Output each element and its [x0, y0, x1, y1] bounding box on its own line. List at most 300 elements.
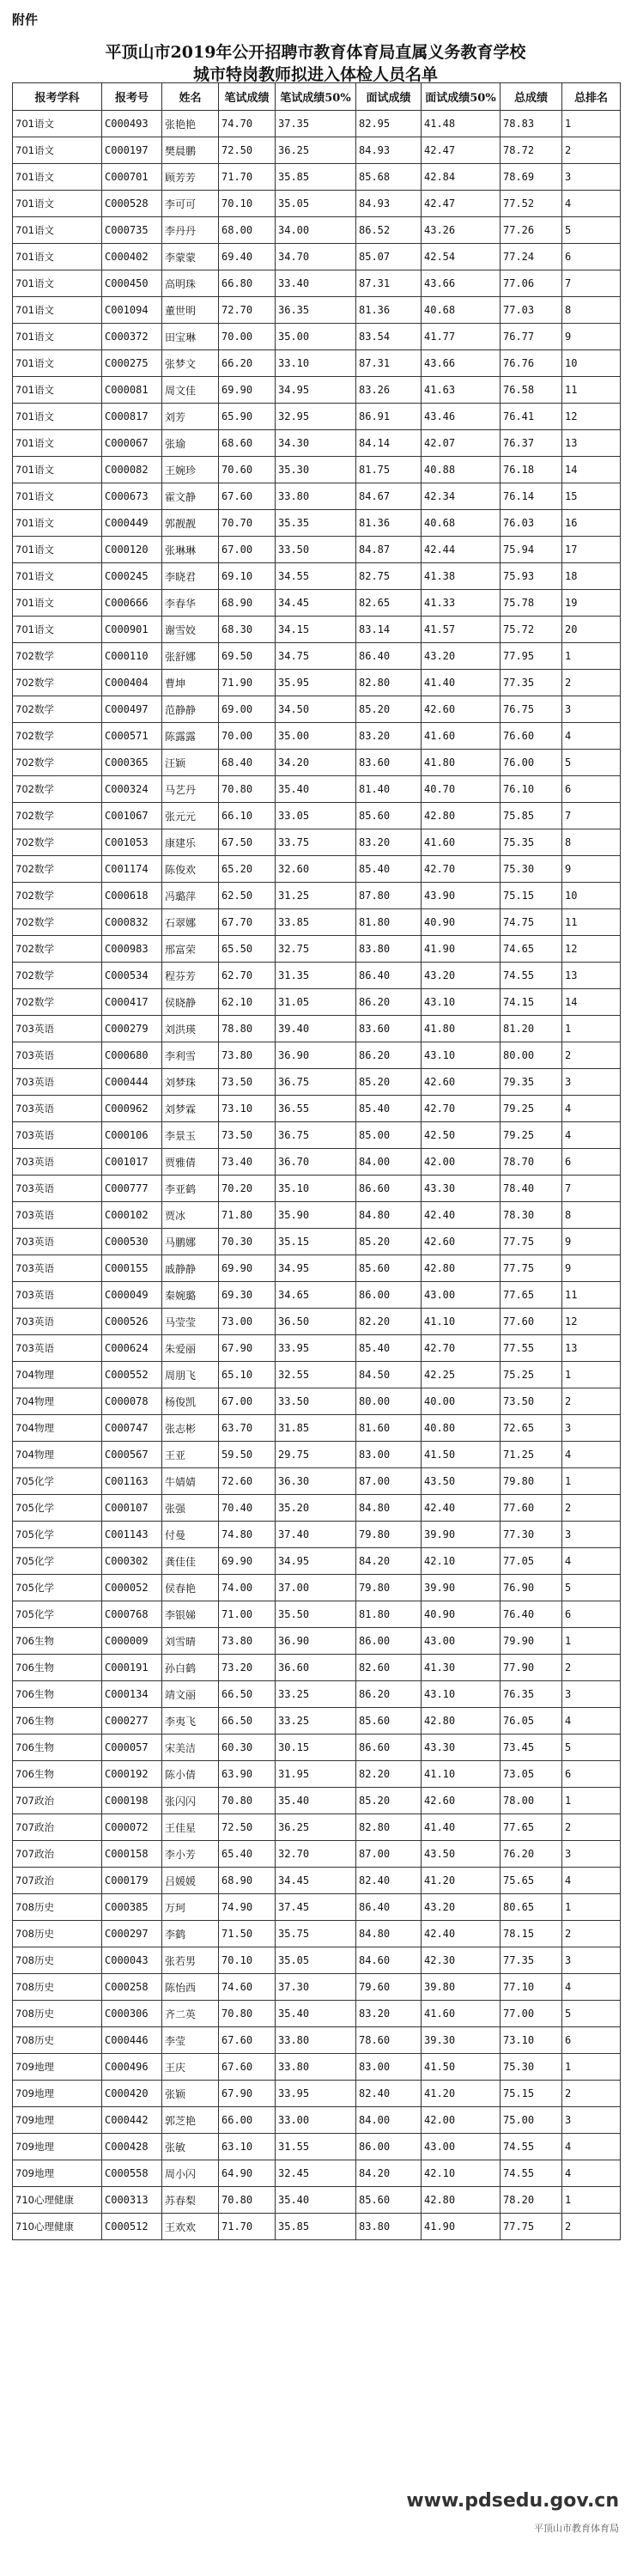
table-row	[13, 1468, 621, 1495]
cell-subject: 702数学	[13, 856, 102, 883]
table-row	[13, 244, 621, 270]
table-row	[13, 909, 621, 936]
cell-written-50: 33.50	[276, 537, 356, 563]
cell-subject: 702数学	[13, 750, 102, 776]
cell-interview-50: 40.80	[422, 1415, 501, 1442]
cell-written-50: 36.55	[276, 1096, 356, 1122]
cell-written-50: 35.30	[276, 457, 356, 483]
cell-written-score: 73.80	[219, 1628, 276, 1655]
cell-interview-score: 84.14	[356, 430, 422, 457]
cell-interview-50: 42.40	[422, 1202, 501, 1229]
cell-subject: 706生物	[13, 1708, 102, 1735]
cell-interview-50: 43.50	[422, 1468, 501, 1495]
cell-interview-score: 85.60	[356, 2187, 422, 2214]
cell-name: 周朋飞	[162, 1362, 219, 1388]
cell-total-score: 76.37	[501, 430, 562, 457]
table-row	[13, 643, 621, 670]
cell-interview-50: 42.10	[422, 1548, 501, 1575]
cell-total-score: 79.80	[501, 1468, 562, 1495]
cell-subject: 701语文	[13, 111, 102, 137]
cell-subject: 701语文	[13, 377, 102, 404]
cell-exam-number: C000497	[102, 696, 162, 723]
cell-subject: 706生物	[13, 1735, 102, 1761]
cell-total-score: 76.41	[501, 404, 562, 430]
cell-name: 郭靓靓	[162, 510, 219, 537]
cell-subject: 701语文	[13, 137, 102, 164]
table-row	[13, 1495, 621, 1522]
cell-written-50: 31.35	[276, 963, 356, 989]
table-row	[13, 963, 621, 989]
cell-subject: 706生物	[13, 1681, 102, 1708]
cell-written-50: 35.40	[276, 2187, 356, 2214]
cell-written-score: 70.00	[219, 723, 276, 750]
cell-exam-number: C001017	[102, 1149, 162, 1176]
cell-exam-number: C000747	[102, 1415, 162, 1442]
cell-written-score: 67.90	[219, 1335, 276, 1362]
cell-interview-50: 42.47	[422, 137, 501, 164]
cell-subject: 702数学	[13, 803, 102, 829]
cell-exam-number: C000110	[102, 643, 162, 670]
cell-total-score: 75.93	[501, 563, 562, 590]
cell-interview-score: 82.40	[356, 2081, 422, 2107]
cell-written-score: 73.50	[219, 1069, 276, 1096]
cell-name: 石翠娜	[162, 909, 219, 936]
table-row	[13, 803, 621, 829]
cell-written-50: 36.90	[276, 1042, 356, 1069]
cell-rank: 10	[562, 350, 621, 377]
cell-interview-score: 83.60	[356, 1016, 422, 1042]
cell-exam-number: C000673	[102, 483, 162, 510]
cell-written-50: 35.15	[276, 1229, 356, 1255]
cell-written-50: 30.15	[276, 1735, 356, 1761]
cell-rank: 15	[562, 483, 621, 510]
cell-written-score: 67.50	[219, 829, 276, 856]
cell-written-50: 29.75	[276, 1442, 356, 1468]
cell-written-score: 71.70	[219, 164, 276, 191]
cell-written-50: 31.95	[276, 1761, 356, 1788]
cell-written-50: 34.30	[276, 430, 356, 457]
cell-subject: 707政治	[13, 1788, 102, 1814]
cell-interview-score: 86.20	[356, 1042, 422, 1069]
cell-written-score: 70.70	[219, 510, 276, 537]
cell-total-score: 77.55	[501, 1335, 562, 1362]
cell-total-score: 77.60	[501, 1495, 562, 1522]
cell-rank: 4	[562, 1708, 621, 1735]
cell-written-score: 62.10	[219, 989, 276, 1016]
cell-exam-number: C000277	[102, 1708, 162, 1735]
cell-subject: 701语文	[13, 590, 102, 617]
cell-interview-score: 83.14	[356, 617, 422, 643]
cell-interview-score: 84.93	[356, 191, 422, 217]
cell-interview-score: 85.40	[356, 1096, 422, 1122]
cell-subject: 702数学	[13, 829, 102, 856]
cell-total-score: 76.14	[501, 483, 562, 510]
cell-subject: 704物理	[13, 1362, 102, 1388]
cell-rank: 5	[562, 2001, 621, 2027]
header-exam-number: 报考号	[102, 83, 162, 111]
cell-written-50: 33.10	[276, 350, 356, 377]
cell-subject: 709地理	[13, 2134, 102, 2160]
cell-written-score: 65.10	[219, 1362, 276, 1388]
table-row	[13, 1761, 621, 1788]
cell-exam-number: C000067	[102, 430, 162, 457]
cell-interview-score: 85.40	[356, 1335, 422, 1362]
cell-total-score: 74.15	[501, 989, 562, 1016]
cell-exam-number: C000680	[102, 1042, 162, 1069]
cell-rank: 3	[562, 164, 621, 191]
cell-subject: 708历史	[13, 1894, 102, 1921]
cell-subject: 709地理	[13, 2054, 102, 2081]
table-row	[13, 1894, 621, 1921]
cell-interview-50: 41.50	[422, 1442, 501, 1468]
cell-interview-score: 83.00	[356, 1442, 422, 1468]
cell-exam-number: C000191	[102, 1655, 162, 1681]
cell-rank: 12	[562, 404, 621, 430]
cell-rank: 2	[562, 137, 621, 164]
table-row	[13, 1655, 621, 1681]
cell-subject: 707政治	[13, 1868, 102, 1894]
cell-exam-number: C000450	[102, 270, 162, 297]
cell-subject: 702数学	[13, 696, 102, 723]
cell-interview-score: 86.20	[356, 989, 422, 1016]
table-row	[13, 1921, 621, 1947]
cell-exam-number: C001053	[102, 829, 162, 856]
cell-exam-number: C000735	[102, 217, 162, 244]
cell-written-50: 31.55	[276, 2134, 356, 2160]
table-row	[13, 723, 621, 750]
cell-written-50: 31.05	[276, 989, 356, 1016]
cell-interview-score: 85.60	[356, 803, 422, 829]
cell-exam-number: C000158	[102, 1841, 162, 1868]
cell-interview-50: 42.34	[422, 483, 501, 510]
cell-total-score: 77.95	[501, 643, 562, 670]
cell-interview-50: 40.88	[422, 457, 501, 483]
table-row	[13, 670, 621, 696]
cell-name: 李晓君	[162, 563, 219, 590]
cell-total-score: 73.05	[501, 1761, 562, 1788]
cell-rank: 6	[562, 2027, 621, 2054]
cell-name: 万珂	[162, 1894, 219, 1921]
cell-exam-number: C000534	[102, 963, 162, 989]
cell-exam-number: C000558	[102, 2160, 162, 2187]
cell-interview-score: 83.80	[356, 936, 422, 963]
cell-rank: 16	[562, 510, 621, 537]
cell-total-score: 77.65	[501, 1282, 562, 1309]
cell-written-50: 35.75	[276, 1921, 356, 1947]
cell-rank: 20	[562, 617, 621, 643]
cell-written-50: 32.70	[276, 1841, 356, 1868]
cell-interview-score: 82.20	[356, 1761, 422, 1788]
cell-rank: 1	[562, 1468, 621, 1495]
cell-rank: 5	[562, 1575, 621, 1601]
cell-written-50: 33.40	[276, 270, 356, 297]
cell-name: 李小芳	[162, 1841, 219, 1868]
cell-written-50: 32.55	[276, 1362, 356, 1388]
cell-written-score: 71.50	[219, 1921, 276, 1947]
cell-total-score: 77.26	[501, 217, 562, 244]
cell-total-score: 72.65	[501, 1415, 562, 1442]
table-row	[13, 1176, 621, 1202]
cell-written-score: 66.10	[219, 803, 276, 829]
cell-written-score: 70.60	[219, 457, 276, 483]
cell-total-score: 76.05	[501, 1708, 562, 1735]
cell-name: 李丹丹	[162, 217, 219, 244]
table-row	[13, 1202, 621, 1229]
cell-written-50: 37.30	[276, 1974, 356, 2001]
cell-name: 刘梦霖	[162, 1096, 219, 1122]
cell-interview-50: 41.50	[422, 2054, 501, 2081]
cell-total-score: 79.35	[501, 1069, 562, 1096]
cell-name: 李亚鹤	[162, 1176, 219, 1202]
cell-subject: 702数学	[13, 643, 102, 670]
cell-written-50: 33.50	[276, 1388, 356, 1415]
table-row	[13, 617, 621, 643]
cell-rank: 9	[562, 1229, 621, 1255]
cell-exam-number: C001163	[102, 1468, 162, 1495]
cell-name: 陈露露	[162, 723, 219, 750]
cell-written-score: 71.80	[219, 1202, 276, 1229]
cell-interview-50: 41.77	[422, 324, 501, 350]
cell-interview-50: 42.80	[422, 2187, 501, 2214]
cell-name: 李春华	[162, 590, 219, 617]
cell-written-score: 70.10	[219, 1947, 276, 1974]
cell-written-50: 36.30	[276, 1468, 356, 1495]
cell-written-score: 73.20	[219, 1655, 276, 1681]
cell-total-score: 77.10	[501, 1974, 562, 2001]
cell-written-50: 37.35	[276, 111, 356, 137]
cell-name: 刘芳	[162, 404, 219, 430]
cell-written-50: 34.45	[276, 590, 356, 617]
cell-written-score: 70.20	[219, 1176, 276, 1202]
cell-written-score: 69.90	[219, 1255, 276, 1282]
cell-total-score: 77.35	[501, 670, 562, 696]
cell-name: 贾冰	[162, 1202, 219, 1229]
table-row	[13, 563, 621, 590]
cell-total-score: 77.60	[501, 1309, 562, 1335]
cell-interview-50: 41.60	[422, 2001, 501, 2027]
cell-rank: 3	[562, 2107, 621, 2134]
cell-written-50: 35.40	[276, 776, 356, 803]
cell-interview-50: 42.80	[422, 803, 501, 829]
cell-total-score: 76.40	[501, 1601, 562, 1628]
cell-written-50: 32.95	[276, 404, 356, 430]
cell-written-50: 36.25	[276, 137, 356, 164]
table-row	[13, 1122, 621, 1149]
cell-written-50: 36.35	[276, 297, 356, 324]
table-row	[13, 297, 621, 324]
header-name: 姓名	[162, 83, 219, 111]
cell-interview-score: 86.00	[356, 2134, 422, 2160]
cell-name: 张舒娜	[162, 643, 219, 670]
cell-interview-50: 40.90	[422, 1601, 501, 1628]
cell-name: 张强	[162, 1495, 219, 1522]
cell-written-50: 31.25	[276, 883, 356, 909]
cell-total-score: 75.30	[501, 856, 562, 883]
table-row	[13, 137, 621, 164]
cell-total-score: 76.58	[501, 377, 562, 404]
cell-name: 王佳星	[162, 1814, 219, 1841]
cell-written-50: 35.40	[276, 1788, 356, 1814]
cell-interview-50: 42.40	[422, 1495, 501, 1522]
cell-exam-number: C001174	[102, 856, 162, 883]
cell-interview-score: 86.60	[356, 1176, 422, 1202]
table-row	[13, 324, 621, 350]
cell-name: 张敏	[162, 2134, 219, 2160]
cell-interview-50: 40.00	[422, 1388, 501, 1415]
cell-subject: 703英语	[13, 1069, 102, 1096]
cell-total-score: 74.55	[501, 963, 562, 989]
cell-written-50: 35.05	[276, 191, 356, 217]
table-row	[13, 483, 621, 510]
cell-total-score: 77.75	[501, 1229, 562, 1255]
cell-exam-number: C000009	[102, 1628, 162, 1655]
cell-written-score: 60.30	[219, 1735, 276, 1761]
cell-total-score: 80.00	[501, 1042, 562, 1069]
cell-exam-number: C000107	[102, 1495, 162, 1522]
cell-written-50: 34.50	[276, 696, 356, 723]
cell-rank: 5	[562, 1735, 621, 1761]
cell-interview-50: 43.00	[422, 1628, 501, 1655]
cell-total-score: 75.35	[501, 829, 562, 856]
cell-exam-number: C000777	[102, 1176, 162, 1202]
cell-subject: 707政治	[13, 1841, 102, 1868]
cell-total-score: 79.90	[501, 1628, 562, 1655]
cell-rank: 4	[562, 1974, 621, 2001]
cell-written-score: 70.00	[219, 324, 276, 350]
cell-written-50: 36.25	[276, 1814, 356, 1841]
cell-exam-number: C000420	[102, 2081, 162, 2107]
cell-name: 靖文丽	[162, 1681, 219, 1708]
cell-exam-number: C000134	[102, 1681, 162, 1708]
cell-written-score: 70.10	[219, 191, 276, 217]
cell-written-score: 70.80	[219, 2001, 276, 2027]
cell-rank: 1	[562, 1894, 621, 1921]
cell-rank: 6	[562, 1149, 621, 1176]
cell-exam-number: C000106	[102, 1122, 162, 1149]
cell-subject: 701语文	[13, 244, 102, 270]
cell-interview-50: 43.20	[422, 643, 501, 670]
cell-interview-score: 83.26	[356, 377, 422, 404]
cell-rank: 1	[562, 643, 621, 670]
cell-interview-score: 79.60	[356, 1974, 422, 2001]
cell-name: 汪颖	[162, 750, 219, 776]
cell-interview-50: 41.60	[422, 723, 501, 750]
cell-interview-50: 42.44	[422, 537, 501, 563]
table-row	[13, 2134, 621, 2160]
cell-interview-score: 85.07	[356, 244, 422, 270]
cell-total-score: 75.00	[501, 2107, 562, 2134]
cell-interview-50: 42.60	[422, 1229, 501, 1255]
cell-name: 宋美洁	[162, 1735, 219, 1761]
cell-written-50: 34.45	[276, 1868, 356, 1894]
cell-written-score: 66.80	[219, 270, 276, 297]
table-row	[13, 1388, 621, 1415]
cell-total-score: 74.55	[501, 2160, 562, 2187]
cell-written-score: 69.00	[219, 696, 276, 723]
cell-interview-50: 41.90	[422, 936, 501, 963]
header-subject: 报考学科	[13, 83, 102, 111]
cell-interview-50: 43.20	[422, 1894, 501, 1921]
cell-interview-50: 42.70	[422, 1096, 501, 1122]
cell-name: 王欢欢	[162, 2214, 219, 2240]
cell-written-score: 69.90	[219, 1548, 276, 1575]
cell-written-score: 74.60	[219, 1974, 276, 2001]
table-row	[13, 164, 621, 191]
cell-written-score: 72.50	[219, 137, 276, 164]
cell-interview-50: 41.60	[422, 829, 501, 856]
cell-exam-number: C000618	[102, 883, 162, 909]
cell-interview-score: 84.93	[356, 137, 422, 164]
cell-written-50: 35.85	[276, 164, 356, 191]
cell-total-score: 77.65	[501, 1814, 562, 1841]
cell-written-score: 67.60	[219, 483, 276, 510]
cell-interview-score: 82.20	[356, 1309, 422, 1335]
cell-name: 李鹤	[162, 1921, 219, 1947]
cell-interview-50: 43.00	[422, 2134, 501, 2160]
cell-interview-50: 41.40	[422, 1814, 501, 1841]
cell-rank: 1	[562, 1362, 621, 1388]
cell-exam-number: C000072	[102, 1814, 162, 1841]
cell-written-score: 66.00	[219, 2107, 276, 2134]
cell-subject: 701语文	[13, 217, 102, 244]
cell-written-50: 37.40	[276, 1522, 356, 1548]
table-row	[13, 883, 621, 909]
table-row	[13, 1016, 621, 1042]
cell-exam-number: C000057	[102, 1735, 162, 1761]
table-row	[13, 1974, 621, 2001]
table-row	[13, 1735, 621, 1761]
cell-written-50: 33.80	[276, 483, 356, 510]
cell-exam-number: C000446	[102, 2027, 162, 2054]
cell-exam-number: C000552	[102, 1362, 162, 1388]
table-row	[13, 2081, 621, 2107]
cell-written-score: 78.80	[219, 1016, 276, 1042]
cell-name: 张瑜	[162, 430, 219, 457]
cell-interview-score: 86.00	[356, 1282, 422, 1309]
cell-written-50: 39.40	[276, 1016, 356, 1042]
cell-subject: 709地理	[13, 2107, 102, 2134]
cell-written-50: 35.85	[276, 2214, 356, 2240]
cell-interview-50: 43.10	[422, 1042, 501, 1069]
cell-rank: 12	[562, 1309, 621, 1335]
cell-interview-score: 83.20	[356, 723, 422, 750]
cell-written-score: 63.70	[219, 1415, 276, 1442]
cell-subject: 705化学	[13, 1468, 102, 1495]
cell-interview-score: 81.80	[356, 1601, 422, 1628]
cell-name: 张梦文	[162, 350, 219, 377]
cell-rank: 2	[562, 1042, 621, 1069]
cell-written-score: 65.90	[219, 404, 276, 430]
cell-subject: 701语文	[13, 350, 102, 377]
cell-rank: 4	[562, 1122, 621, 1149]
table-row	[13, 750, 621, 776]
table-row	[13, 1229, 621, 1255]
cell-interview-50: 43.66	[422, 270, 501, 297]
cell-name: 张艳艳	[162, 111, 219, 137]
table-row	[13, 350, 621, 377]
table-row	[13, 829, 621, 856]
cell-total-score: 76.00	[501, 750, 562, 776]
cell-name: 马艺丹	[162, 776, 219, 803]
header-written-50: 笔试成绩50%	[276, 83, 356, 111]
cell-interview-score: 81.60	[356, 1415, 422, 1442]
cell-interview-score: 85.20	[356, 1788, 422, 1814]
cell-subject: 708历史	[13, 2027, 102, 2054]
cell-interview-50: 39.90	[422, 1522, 501, 1548]
cell-subject: 702数学	[13, 670, 102, 696]
cell-written-50: 37.00	[276, 1575, 356, 1601]
cell-interview-score: 84.67	[356, 483, 422, 510]
